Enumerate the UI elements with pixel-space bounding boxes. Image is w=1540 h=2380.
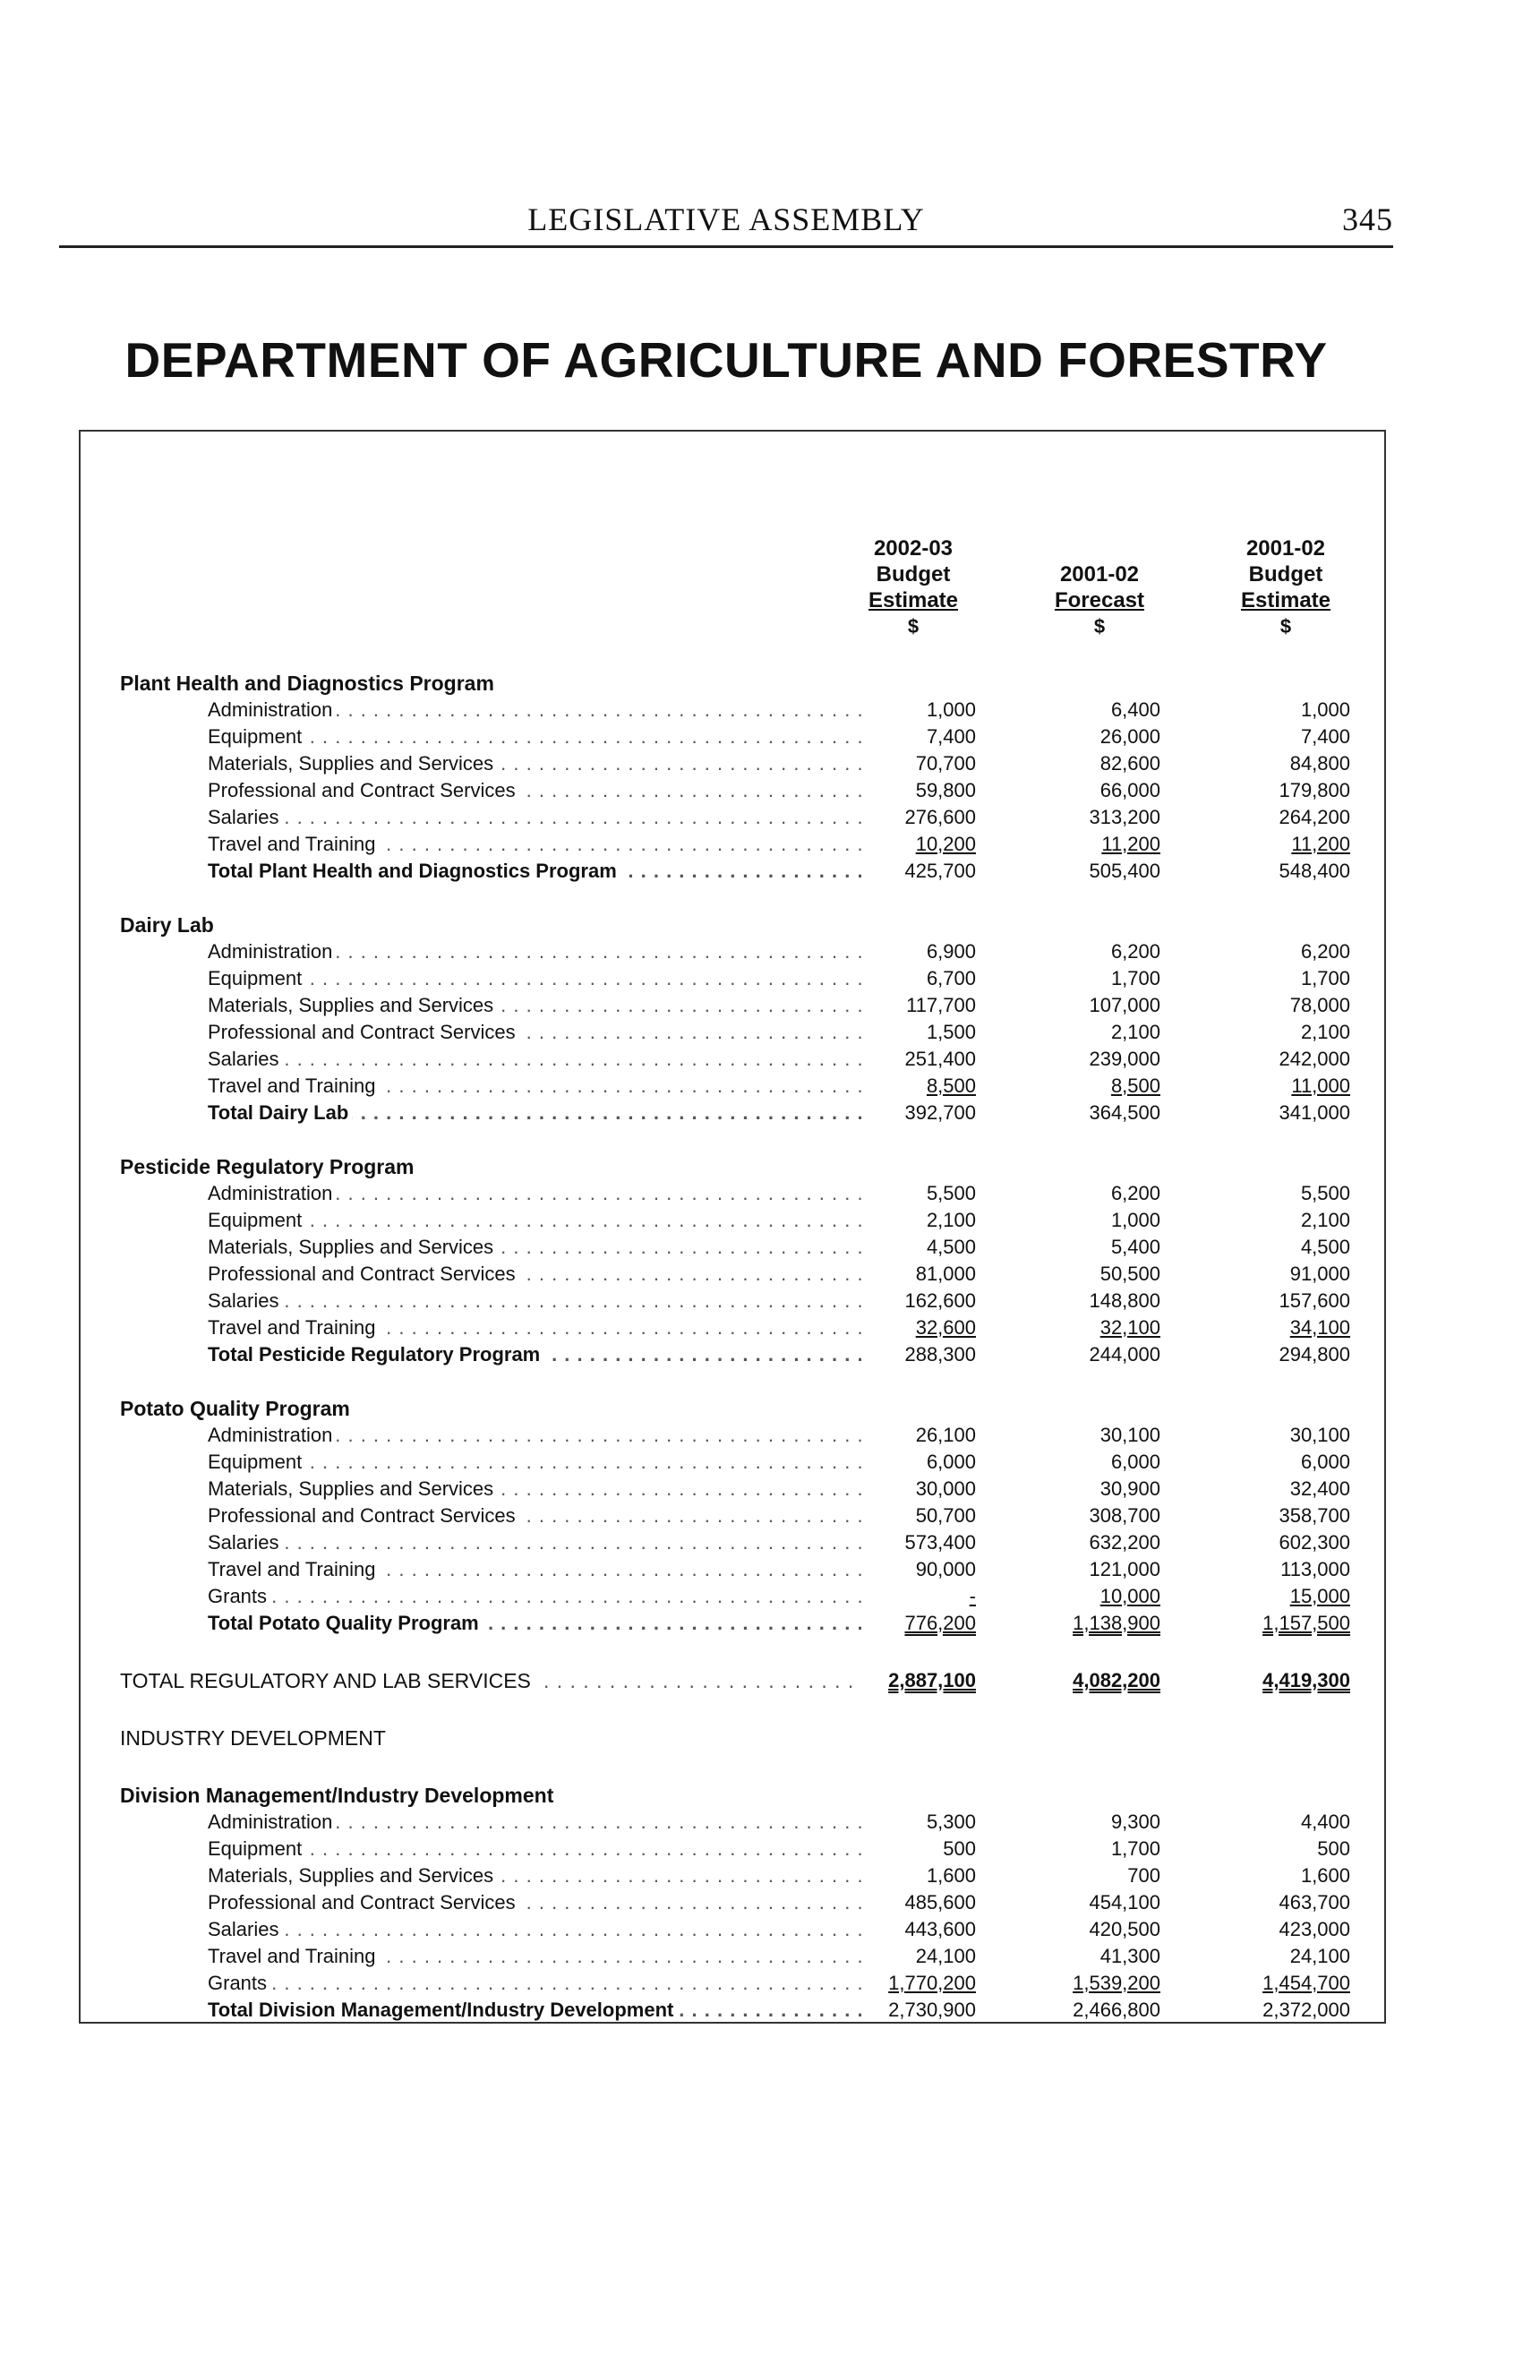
table-row xyxy=(81,1970,1384,1997)
table-body xyxy=(81,670,1384,2024)
page-number: 345 xyxy=(1342,201,1393,237)
amount-cell: 32,600 xyxy=(915,1316,976,1339)
amount-cell: 1,600 xyxy=(1300,1864,1350,1887)
section-total-row xyxy=(81,858,1384,885)
amount-cell: 500 xyxy=(1317,1837,1350,1860)
amount-cell: 34,100 xyxy=(1289,1316,1350,1339)
line-item-label: Materials, Supplies and Services . . . xyxy=(208,992,861,1019)
amount-cell: 1,000 xyxy=(1300,698,1350,721)
amount-cell: 2,100 xyxy=(1300,1209,1350,1231)
section-total-row xyxy=(81,1341,1384,1368)
amount-cell: 2,100 xyxy=(1110,1021,1160,1043)
amount-cell: 30,100 xyxy=(1099,1424,1160,1446)
budget-table xyxy=(79,430,1386,2024)
amount-cell: 81,000 xyxy=(915,1263,976,1285)
line-item-label: Professional and Contract Services . . . xyxy=(208,1889,861,1916)
column-header-forecast-2001-02: 2001-02 Forecast $ xyxy=(1054,562,1145,638)
amount-cell: 6,200 xyxy=(1110,940,1160,963)
section-dairy-lab xyxy=(81,912,1384,1126)
amount-cell: 162,600 xyxy=(904,1289,976,1312)
line-item-label: Materials, Supplies and Services . . . xyxy=(208,1234,861,1261)
amount-cell: 6,200 xyxy=(1300,940,1350,963)
table-row xyxy=(81,723,1384,750)
line-item-label: Travel and Training . . . xyxy=(208,1314,861,1341)
amount-cell: 276,600 xyxy=(904,806,976,828)
amount-cell: 10,200 xyxy=(915,833,976,855)
line-item-label: Professional and Contract Services . . . xyxy=(208,1019,861,1046)
amount-cell: 157,600 xyxy=(1279,1289,1350,1312)
line-item-label: Travel and Training . . . xyxy=(208,831,861,858)
amount-cell: 11,200 xyxy=(1291,833,1350,855)
line-item-label: Travel and Training . . . xyxy=(208,1943,861,1970)
amount-cell: 66,000 xyxy=(1099,779,1160,801)
section-title: Dairy Lab xyxy=(120,913,214,937)
line-item-label: Grants . . . xyxy=(208,1970,861,1997)
amount-cell: 78,000 xyxy=(1289,994,1350,1016)
amount-cell: 7,400 xyxy=(926,725,976,748)
amount-cell: 6,200 xyxy=(1110,1182,1160,1204)
line-item-label: Administration . . . xyxy=(208,1180,861,1207)
amount-cell: 1,600 xyxy=(926,1864,976,1887)
amount-cell: 548,400 xyxy=(1279,860,1350,882)
table-row xyxy=(81,1019,1384,1046)
table-row xyxy=(81,1261,1384,1288)
amount-cell: 121,000 xyxy=(1089,1558,1160,1580)
amount-cell: 358,700 xyxy=(1279,1504,1350,1527)
amount-cell: 242,000 xyxy=(1279,1048,1350,1070)
amount-cell: 423,000 xyxy=(1279,1918,1350,1940)
line-item-label: Travel and Training . . . xyxy=(208,1073,861,1100)
grand-total-row xyxy=(81,1667,1384,1694)
line-item-label: Administration . . . xyxy=(208,1809,861,1836)
table-row xyxy=(81,1556,1384,1583)
amount-cell: 24,100 xyxy=(915,1945,976,1967)
amount-cell: 1,000 xyxy=(1110,1209,1160,1231)
amount-cell: 5,500 xyxy=(926,1182,976,1204)
table-row xyxy=(81,992,1384,1019)
table-row xyxy=(81,1314,1384,1341)
table-row xyxy=(81,1449,1384,1476)
section-title: Pesticide Regulatory Program xyxy=(120,1155,415,1178)
amount-cell: 294,800 xyxy=(1279,1343,1350,1366)
section-total-row xyxy=(81,1997,1384,2024)
amount-cell: 107,000 xyxy=(1089,994,1160,1016)
grand-total-section xyxy=(81,1667,1384,1694)
amount-cell: 1,157,500 xyxy=(1262,1612,1350,1634)
amount-cell: 251,400 xyxy=(904,1048,976,1070)
line-item-label: Professional and Contract Services . . . xyxy=(208,1261,861,1288)
amount-cell: 4,500 xyxy=(1300,1236,1350,1258)
amount-cell: 32,100 xyxy=(1099,1316,1160,1339)
section-title: Division Management/Industry Development xyxy=(120,1784,554,1807)
amount-cell: 5,300 xyxy=(926,1811,976,1833)
assembly-name: LEGISLATIVE ASSEMBLY xyxy=(527,201,925,237)
table-row xyxy=(81,1180,1384,1207)
amount-cell: 776,200 xyxy=(904,1612,976,1634)
amount-cell: 1,770,200 xyxy=(888,1972,976,1994)
line-item-label: TOTAL REGULATORY AND LAB SERVICES . . . xyxy=(120,1667,861,1694)
amount-cell: 90,000 xyxy=(915,1558,976,1580)
amount-cell: 4,082,200 xyxy=(1073,1669,1160,1691)
amount-cell: 313,200 xyxy=(1089,806,1160,828)
section-total-row xyxy=(81,1610,1384,1637)
amount-cell: 4,419,300 xyxy=(1262,1669,1350,1691)
amount-cell: 1,454,700 xyxy=(1262,1972,1350,1994)
amount-cell: 82,600 xyxy=(1099,752,1160,775)
running-header xyxy=(59,195,1393,248)
amount-cell: 420,500 xyxy=(1089,1918,1160,1940)
amount-cell: 32,400 xyxy=(1289,1477,1350,1500)
amount-cell: 8,500 xyxy=(1110,1074,1160,1097)
amount-cell: 2,730,900 xyxy=(888,1999,976,2021)
amount-cell: - xyxy=(969,1585,976,1607)
amount-cell: 2,372,000 xyxy=(1262,1999,1350,2021)
table-row xyxy=(81,1943,1384,1970)
amount-cell: 4,400 xyxy=(1300,1811,1350,1833)
table-row xyxy=(81,1073,1384,1100)
line-item-label: Materials, Supplies and Services . . . xyxy=(208,750,861,777)
amount-cell: 6,000 xyxy=(1110,1451,1160,1473)
amount-cell: 454,100 xyxy=(1089,1891,1160,1913)
amount-cell: 59,800 xyxy=(915,779,976,801)
amount-cell: 5,400 xyxy=(1110,1236,1160,1258)
amount-cell: 288,300 xyxy=(904,1343,976,1366)
table-row xyxy=(81,1422,1384,1449)
amount-cell: 264,200 xyxy=(1279,806,1350,828)
line-item-label: Administration . . . xyxy=(208,1422,861,1449)
amount-cell: 91,000 xyxy=(1289,1263,1350,1285)
line-item-label: Equipment . . . xyxy=(208,1449,861,1476)
amount-cell: 8,500 xyxy=(926,1074,976,1097)
amount-cell: 2,100 xyxy=(926,1209,976,1231)
amount-cell: 1,500 xyxy=(926,1021,976,1043)
amount-cell: 1,700 xyxy=(1300,967,1350,989)
amount-cell: 1,700 xyxy=(1110,1837,1160,1860)
amount-cell: 341,000 xyxy=(1279,1101,1350,1124)
amount-cell: 244,000 xyxy=(1089,1343,1160,1366)
amount-cell: 1,000 xyxy=(926,698,976,721)
table-row xyxy=(81,1529,1384,1556)
amount-cell: 50,500 xyxy=(1099,1263,1160,1285)
line-item-label: Professional and Contract Services . . . xyxy=(208,777,861,804)
amount-cell: 6,000 xyxy=(1300,1451,1350,1473)
amount-cell: 15,000 xyxy=(1289,1585,1350,1607)
amount-cell: 6,000 xyxy=(926,1451,976,1473)
amount-cell: 6,900 xyxy=(926,940,976,963)
amount-cell: 632,200 xyxy=(1089,1531,1160,1554)
amount-cell: 179,800 xyxy=(1279,779,1350,801)
line-item-label: Salaries . . . xyxy=(208,1529,861,1556)
amount-cell: 30,000 xyxy=(915,1477,976,1500)
table-row xyxy=(81,1916,1384,1943)
line-item-label: Equipment . . . xyxy=(208,723,861,750)
column-header-budget-estimate-2001-02: 2001-02 Budget Estimate $ xyxy=(1240,536,1331,638)
line-item-label: Salaries . . . xyxy=(208,1288,861,1314)
amount-cell: 26,100 xyxy=(915,1424,976,1446)
amount-cell: 573,400 xyxy=(904,1531,976,1554)
amount-cell: 84,800 xyxy=(1289,752,1350,775)
industry-development-section xyxy=(81,1725,1384,1751)
table-row xyxy=(81,1809,1384,1836)
table-row xyxy=(81,965,1384,992)
amount-cell: 24,100 xyxy=(1289,1945,1350,1967)
amount-cell: 1,539,200 xyxy=(1073,1972,1160,1994)
line-item-label: Materials, Supplies and Services . . . xyxy=(208,1862,861,1889)
line-item-label: Salaries . . . xyxy=(208,1916,861,1943)
section-title: Plant Health and Diagnostics Program xyxy=(120,672,494,695)
amount-cell: 425,700 xyxy=(904,860,976,882)
table-row xyxy=(81,750,1384,777)
amount-cell: 11,200 xyxy=(1101,833,1160,855)
table-row xyxy=(81,1046,1384,1073)
table-row xyxy=(81,697,1384,723)
amount-cell: 443,600 xyxy=(904,1918,976,1940)
page-title: DEPARTMENT OF AGRICULTURE AND FORESTRY xyxy=(124,332,1328,388)
section-title: Potato Quality Program xyxy=(120,1397,350,1420)
section-potato-quality xyxy=(81,1395,1384,1637)
amount-cell: 2,100 xyxy=(1300,1021,1350,1043)
table-row xyxy=(81,1234,1384,1261)
amount-cell: 148,800 xyxy=(1089,1289,1160,1312)
line-item-label: Equipment . . . xyxy=(208,1207,861,1234)
industry-development-heading: INDUSTRY DEVELOPMENT xyxy=(120,1726,386,1750)
line-item-label: Grants . . . xyxy=(208,1583,861,1610)
amount-cell: 113,000 xyxy=(1280,1558,1350,1580)
table-row xyxy=(81,1288,1384,1314)
amount-cell: 308,700 xyxy=(1089,1504,1160,1527)
line-item-label: Equipment . . . xyxy=(208,965,861,992)
amount-cell: 500 xyxy=(943,1837,976,1860)
amount-cell: 41,300 xyxy=(1099,1945,1160,1967)
column-header-budget-estimate-2002-03: 2002-03 Budget Estimate $ xyxy=(868,536,959,638)
amount-cell: 700 xyxy=(1127,1864,1160,1887)
table-row xyxy=(81,1502,1384,1529)
table-row xyxy=(81,938,1384,965)
amount-cell: 11,000 xyxy=(1291,1074,1350,1097)
line-item-label: Materials, Supplies and Services . . . xyxy=(208,1476,861,1502)
amount-cell: 7,400 xyxy=(1300,725,1350,748)
section-plant-health xyxy=(81,670,1384,885)
amount-cell: 505,400 xyxy=(1089,860,1160,882)
amount-cell: 1,138,900 xyxy=(1073,1612,1160,1634)
table-row xyxy=(81,804,1384,831)
line-item-label: Professional and Contract Services . . . xyxy=(208,1502,861,1529)
amount-cell: 5,500 xyxy=(1300,1182,1350,1204)
section-pesticide-regulatory xyxy=(81,1153,1384,1368)
amount-cell: 392,700 xyxy=(904,1101,976,1124)
amount-cell: 30,100 xyxy=(1289,1424,1350,1446)
amount-cell: 602,300 xyxy=(1279,1531,1350,1554)
table-row xyxy=(81,1862,1384,1889)
amount-cell: 1,700 xyxy=(1110,967,1160,989)
amount-cell: 2,466,800 xyxy=(1073,1999,1160,2021)
line-item-label: Total Plant Health and Diagnostics Program . . . xyxy=(208,858,861,885)
amount-cell: 10,000 xyxy=(1099,1585,1160,1607)
amount-cell: 463,700 xyxy=(1279,1891,1350,1913)
section-total-row xyxy=(81,1100,1384,1126)
line-item-label: Total Division Management/Industry Development . . . xyxy=(208,1997,861,2024)
line-item-label: Administration . . . xyxy=(208,938,861,965)
amount-cell: 239,000 xyxy=(1089,1048,1160,1070)
line-item-label: Total Pesticide Regulatory Program . . . xyxy=(208,1341,861,1368)
table-row xyxy=(81,831,1384,858)
table-row xyxy=(81,1207,1384,1234)
line-item-label: Total Dairy Lab . . . xyxy=(208,1100,861,1126)
amount-cell: 117,700 xyxy=(906,994,976,1016)
line-item-label: Travel and Training . . . xyxy=(208,1556,861,1583)
amount-cell: 9,300 xyxy=(1110,1811,1160,1833)
section-division-management xyxy=(81,1782,1384,2024)
amount-cell: 364,500 xyxy=(1089,1101,1160,1124)
table-row xyxy=(81,1836,1384,1862)
table-row xyxy=(81,1476,1384,1502)
amount-cell: 2,887,100 xyxy=(888,1669,976,1691)
table-row xyxy=(81,777,1384,804)
amount-cell: 485,600 xyxy=(904,1891,976,1913)
line-item-label: Total Potato Quality Program . . . xyxy=(208,1610,861,1637)
line-item-label: Equipment . . . xyxy=(208,1836,861,1862)
amount-cell: 50,700 xyxy=(915,1504,976,1527)
table-row xyxy=(81,1889,1384,1916)
amount-cell: 26,000 xyxy=(1099,725,1160,748)
amount-cell: 4,500 xyxy=(926,1236,976,1258)
line-item-label: Salaries . . . xyxy=(208,1046,861,1073)
amount-cell: 6,400 xyxy=(1110,698,1160,721)
line-item-label: Salaries . . . xyxy=(208,804,861,831)
line-item-label: Administration . . . xyxy=(208,697,861,723)
amount-cell: 6,700 xyxy=(926,967,976,989)
table-row xyxy=(81,1583,1384,1610)
amount-cell: 70,700 xyxy=(915,752,976,775)
amount-cell: 30,900 xyxy=(1099,1477,1160,1500)
